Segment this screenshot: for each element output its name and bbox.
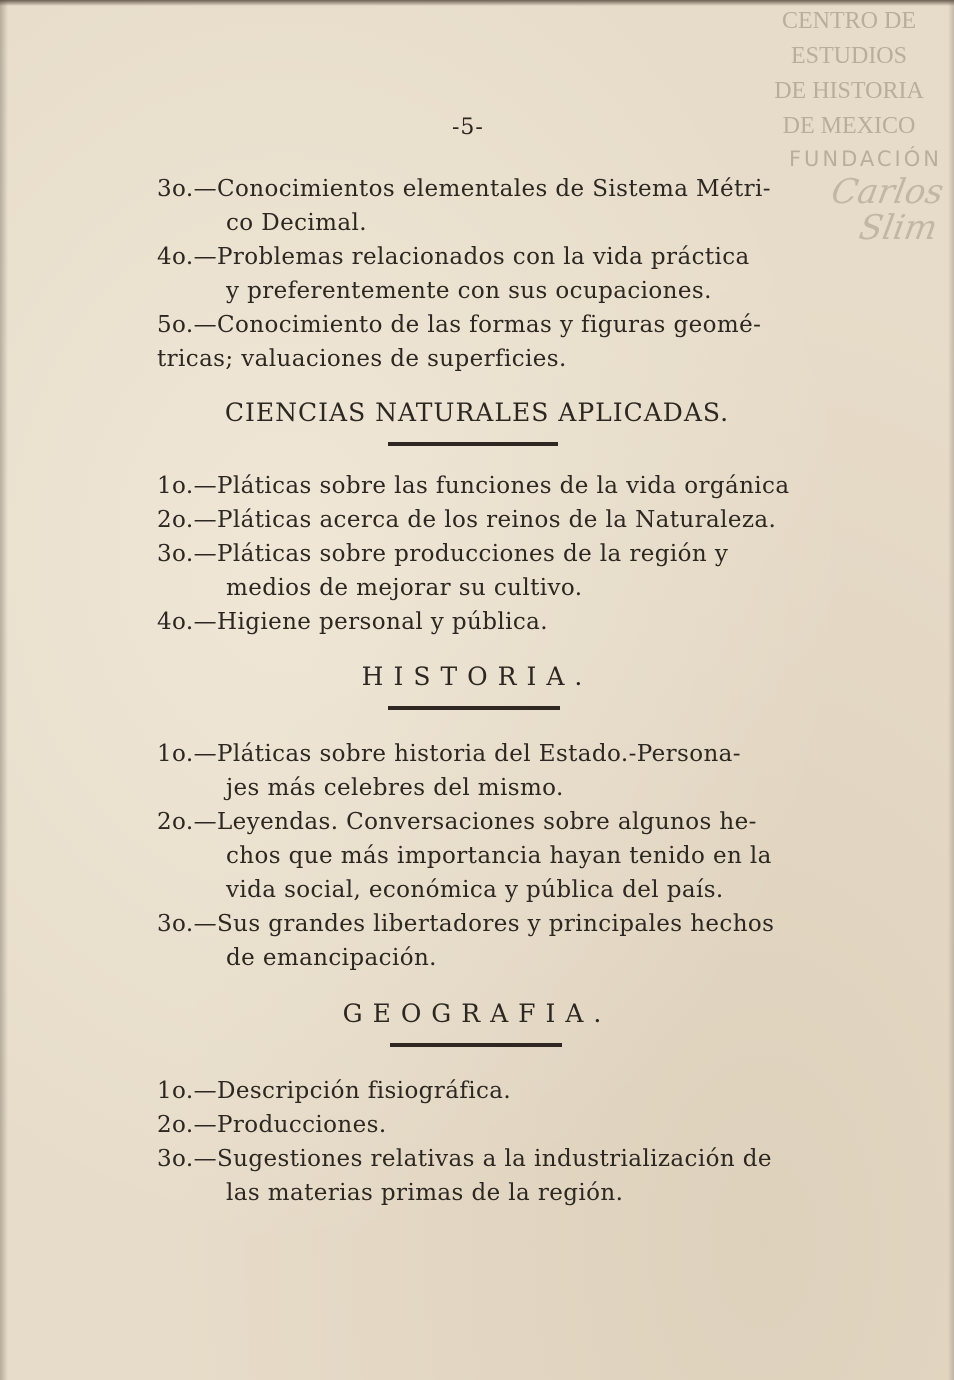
list-item-3 [157, 537, 728, 571]
section-title-geografia: GEOGRAFIA. [342, 999, 612, 1028]
list-item-4 [157, 240, 750, 274]
watermark-line-2: ESTUDIOS [790, 43, 907, 69]
item-continuation: vida social, económica y pública del país. [226, 877, 724, 903]
list-item-3 [157, 1142, 772, 1176]
list-item-1 [157, 1074, 511, 1108]
item-number: 4o. [157, 609, 194, 635]
item-number: 2o. [157, 809, 194, 835]
list-item-3 [157, 172, 771, 206]
item-text: —Descripción fisiográfica. [193, 1078, 512, 1104]
item-continuation: medios de mejorar su cultivo. [226, 575, 583, 601]
watermark-signature: Carlos Slim [828, 172, 947, 248]
item-number: 2o. [157, 1112, 194, 1138]
item-continuation: tricas; valuaciones de superficies. [157, 346, 567, 372]
list-item-2 [157, 1108, 387, 1142]
watermark-line-5: FUNDACIÓN [788, 147, 942, 171]
item-text: —Sus grandes libertadores y principales hechos [193, 911, 775, 937]
list-item-1 [157, 737, 741, 771]
section-rule [388, 442, 558, 446]
page-right-edge-shadow [948, 0, 954, 1380]
list-item-2 [157, 503, 776, 537]
item-text: —Conocimiento de las formas y figuras geomé- [193, 312, 762, 338]
list-item-2 [157, 805, 757, 839]
item-number: 3o. [157, 911, 194, 937]
watermark-line-3: DE HISTORIA [774, 78, 924, 104]
section-title-historia: HISTORIA. [361, 662, 593, 691]
item-text: —Leyendas. Conversaciones sobre algunos he- [193, 809, 757, 835]
item-continuation: las materias primas de la región. [226, 1180, 624, 1206]
item-number: 4o. [157, 244, 194, 270]
item-text: —Producciones. [193, 1112, 387, 1138]
item-text: —Sugestiones relativas a la industrialización de [193, 1146, 772, 1172]
watermark-line-4: DE MEXICO [782, 113, 916, 139]
page-left-edge-shadow [0, 0, 8, 1380]
item-text: —Pláticas sobre historia del Estado.-Persona- [193, 741, 741, 767]
item-continuation: jes más celebres del mismo. [226, 775, 564, 801]
item-number: 3o. [157, 541, 194, 567]
archive-watermark-stamp [754, 4, 947, 248]
item-number: 3o. [157, 176, 194, 202]
section-title-ciencias: CIENCIAS NATURALES APLICADAS. [224, 398, 730, 427]
list-item-1 [157, 469, 789, 503]
list-item-5 [157, 308, 761, 342]
item-number: 3o. [157, 1146, 194, 1172]
item-text: —Pláticas sobre las funciones de la vida orgánica [193, 473, 790, 499]
item-continuation: chos que más importancia hayan tenido en la [226, 843, 772, 869]
watermark-line-1: CENTRO DE [782, 8, 916, 34]
item-continuation: de emancipación. [226, 945, 437, 971]
item-text: —Problemas relacionados con la vida práctica [193, 244, 750, 270]
section-rule [390, 1043, 562, 1047]
page-number: -5- [452, 115, 484, 140]
list-item-4 [157, 605, 548, 639]
item-number: 1o. [157, 473, 194, 499]
item-text: —Higiene personal y pública. [193, 609, 548, 635]
item-continuation: y preferentemente con sus ocupaciones. [226, 278, 712, 304]
item-number: 1o. [157, 741, 194, 767]
item-text: —Pláticas sobre producciones de la región y [193, 541, 729, 567]
section-rule [388, 706, 560, 710]
list-item-3 [157, 907, 774, 941]
item-text: —Conocimientos elementales de Sistema Métri- [193, 176, 771, 202]
item-number: 5o. [157, 312, 194, 338]
item-number: 1o. [157, 1078, 194, 1104]
item-text: —Pláticas acerca de los reinos de la Naturaleza. [193, 507, 777, 533]
item-number: 2o. [157, 507, 194, 533]
item-continuation: co Decimal. [226, 210, 367, 236]
